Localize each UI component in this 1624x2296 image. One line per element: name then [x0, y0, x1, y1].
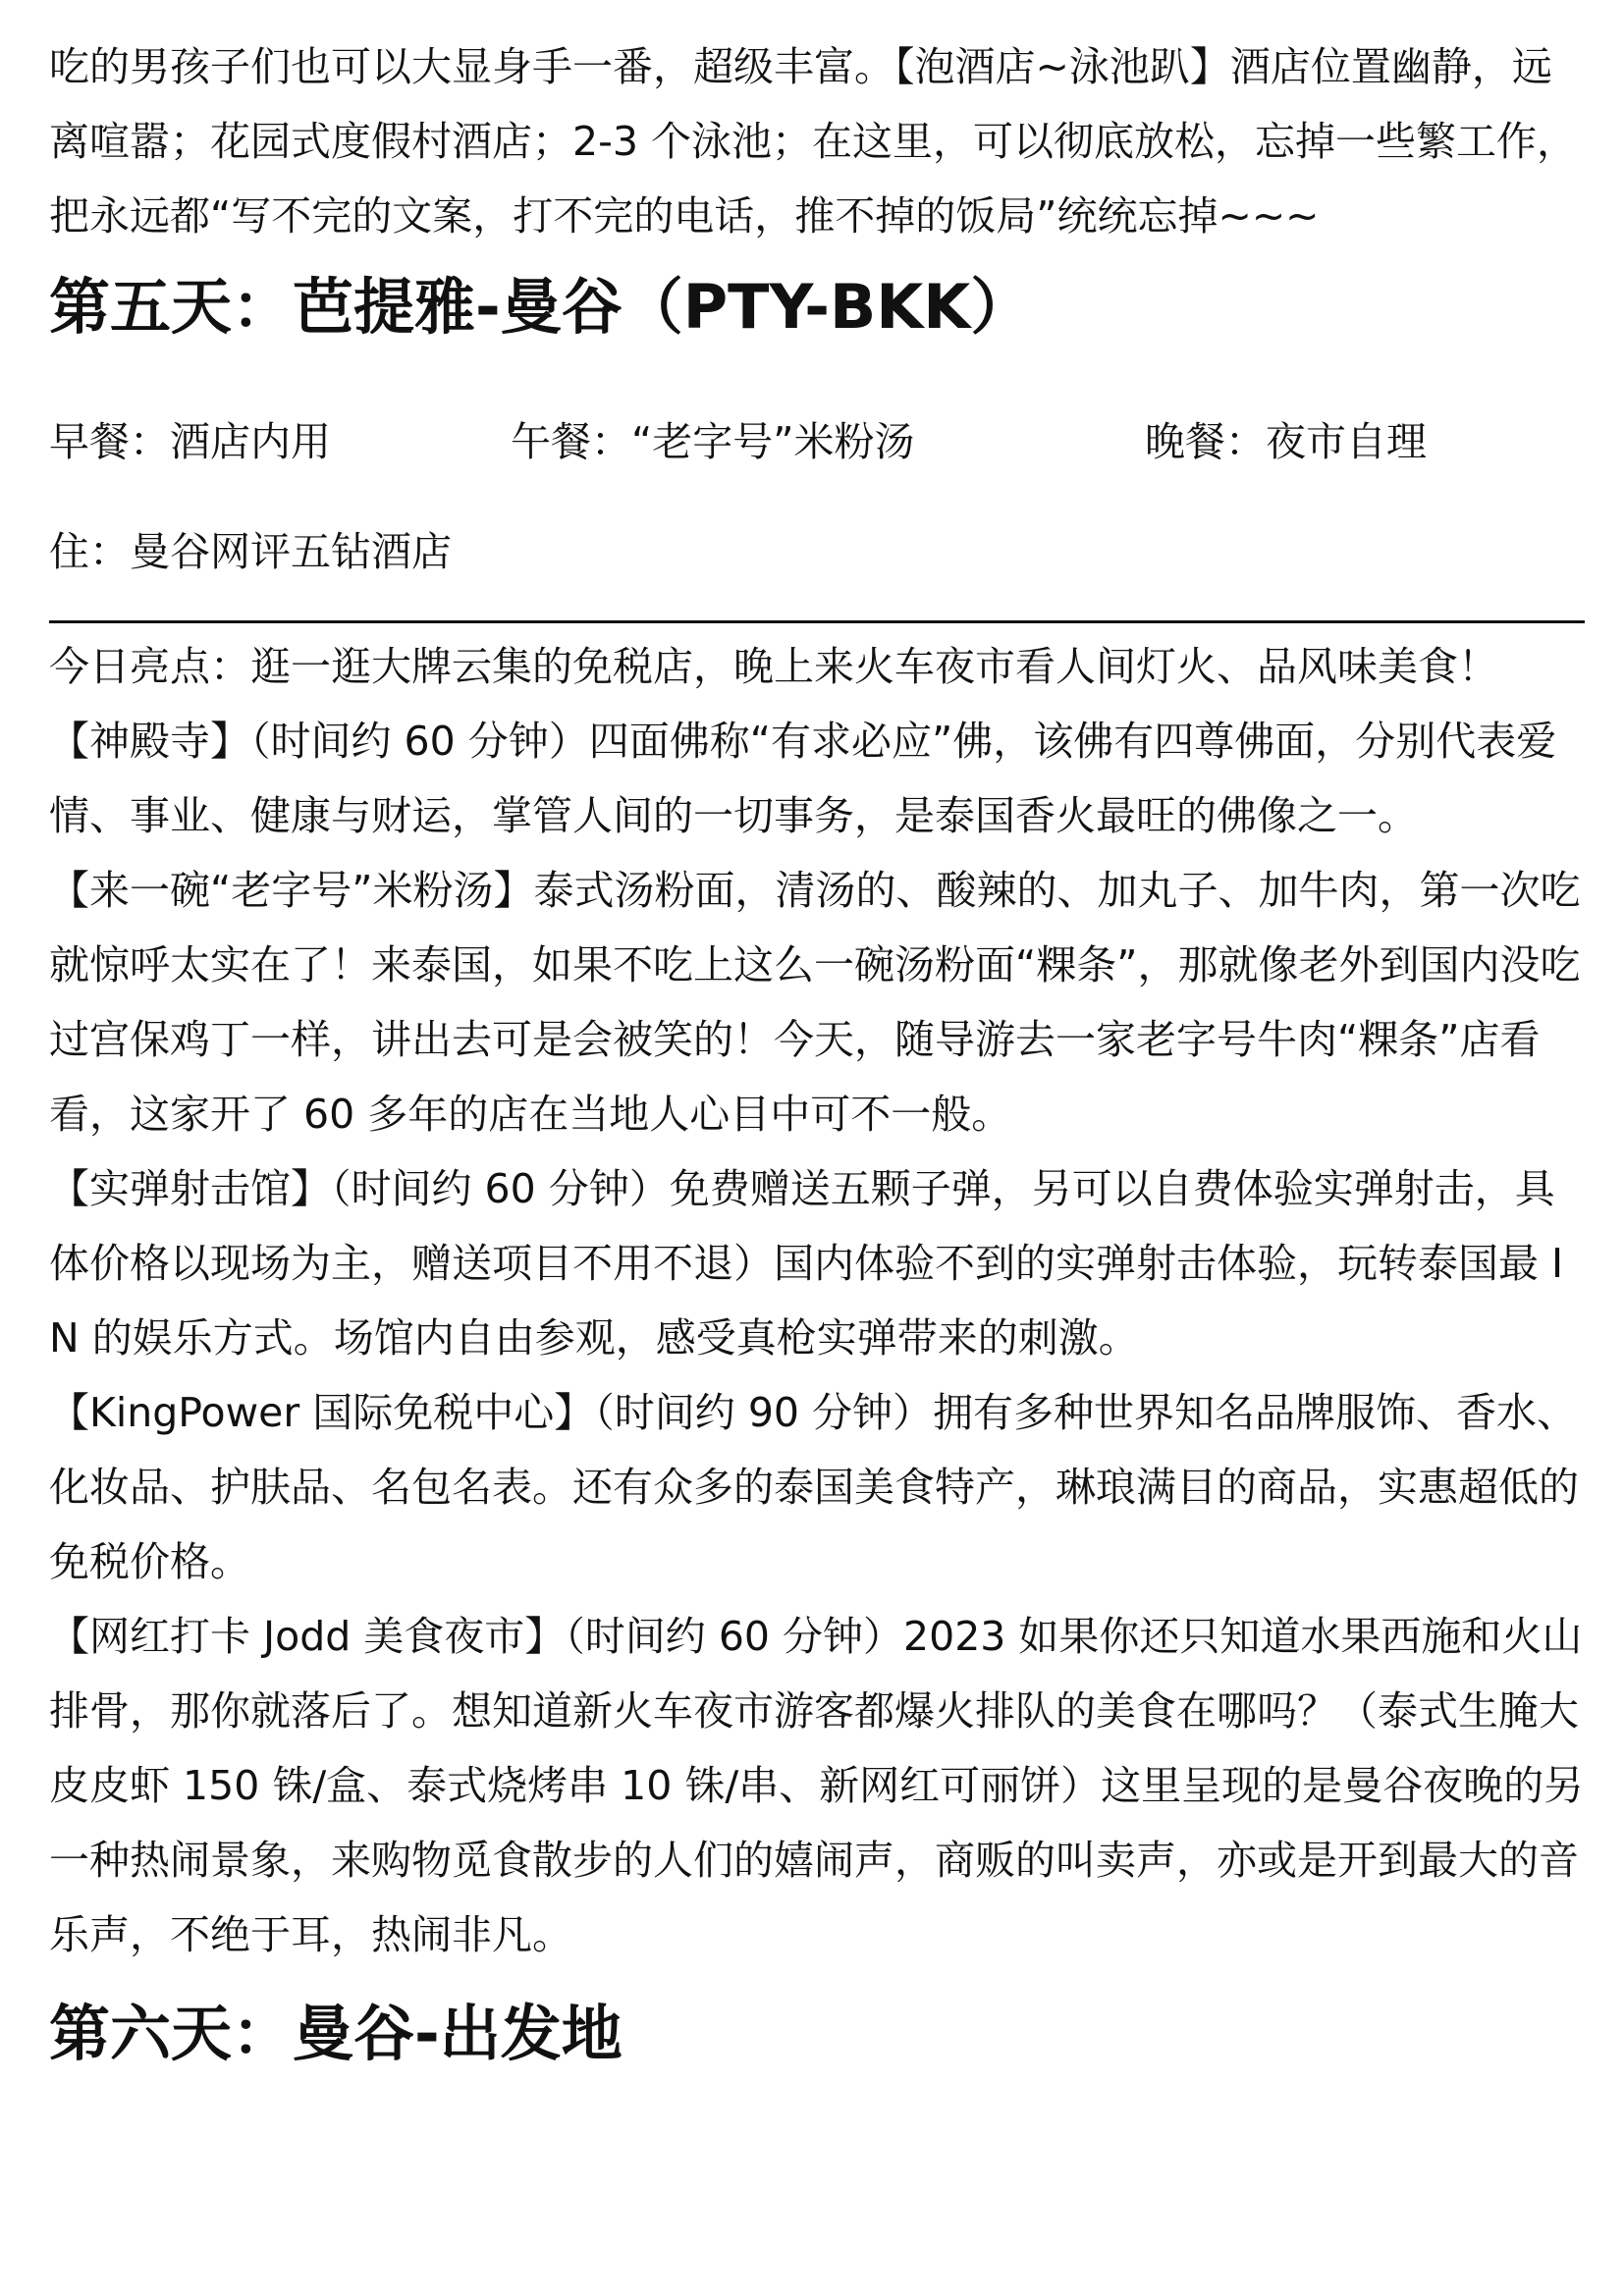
day5-dinner: 晚餐：夜市自理 — [1145, 418, 1427, 465]
day5-kingpower-paragraph: 【KingPower 国际免税中心】（时间约 90 分钟）拥有多种世界知名品牌服饰、香水、化妆品、护肤品、名包名表。还有众多的泰国美食特产，琳琅满目的商品，实惠超低的免税价格。 — [49, 1389, 1579, 1585]
day5-lunch: 午餐：“老字号”米粉汤 — [511, 418, 915, 465]
day5-meals-row — [49, 412, 1585, 471]
day6-heading: 第六天：曼谷-出发地 — [49, 1998, 623, 2069]
intro-paragraph: 吃的男孩子们也可以大显身手一番，超级丰富。【泡酒店~泳池趴】酒店位置幽静，远离喧嚣；花园式度假村酒店；2-3 个泳池；在这里，可以彻底放松，忘掉一些繁工作，把永远都“写不完的文案，打不完的电话，推不掉的饭局”统统忘掉~~~ — [49, 43, 1577, 240]
section-divider — [49, 620, 1585, 623]
day5-hotel: 住：曼谷网评五钻酒店 — [49, 528, 452, 575]
day5-noodle-paragraph: 【来一碗“老字号”米粉汤】泰式汤粉面，清汤的、酸辣的、加丸子、加牛肉，第一次吃就惊呼太实在了！来泰国，如果不吃上这么一碗汤粉面“粿条”，那就像老外到国内没吃过宫保鸡丁一样，讲出去可是会被笑的！今天，随导游去一家老字号牛肉“粿条”店看看，这家开了 60 多年的店在当地人心目中可不一般。 — [49, 867, 1581, 1138]
day5-highlight: 今日亮点：逛一逛大牌云集的免税店，晚上来火车夜市看人间灯火、品风味美食！ — [49, 643, 1498, 690]
day5-breakfast: 早餐：酒店内用 — [49, 418, 331, 465]
day5-shooting-paragraph: 【实弹射击馆】（时间约 60 分钟）免费赠送五颗子弹，另可以自费体验实弹射击，具体价格以现场为主，赠送项目不用不退）国内体验不到的实弹射击体验，玩转泰国最 IN 的娱乐方式。场馆内自由参观，感受真枪实弹带来的刺激。 — [49, 1165, 1564, 1362]
day5-erawan-paragraph: 【神殿寺】（时间约 60 分钟）四面佛称“有求必应”佛，该佛有四尊佛面，分别代表爱情、事业、健康与财运，掌管人间的一切事务，是泰国香火最旺的佛像之一。 — [49, 718, 1557, 839]
day5-heading: 第五天：芭提雅-曼谷（PTY-BKK） — [49, 271, 1032, 343]
day5-jodd-paragraph: 【网红打卡 Jodd 美食夜市】（时间约 60 分钟）2023 如果你还只知道水果西施和火山排骨，那你就落后了。想知道新火车夜市游客都爆火排队的美食在哪吗？（泰式生腌大皮皮虾 150 铢/盒、泰式烧烤串 10 铢/串、新网红可丽饼）这里呈现的是曼谷夜晚的另一种热闹景象，来购物觅食散步的人们的嬉闹声，商贩的叫卖声，亦或是开到最大的音乐声，不绝于耳，热闹非凡。 — [49, 1613, 1585, 1958]
document-page — [49, 0, 1585, 2078]
